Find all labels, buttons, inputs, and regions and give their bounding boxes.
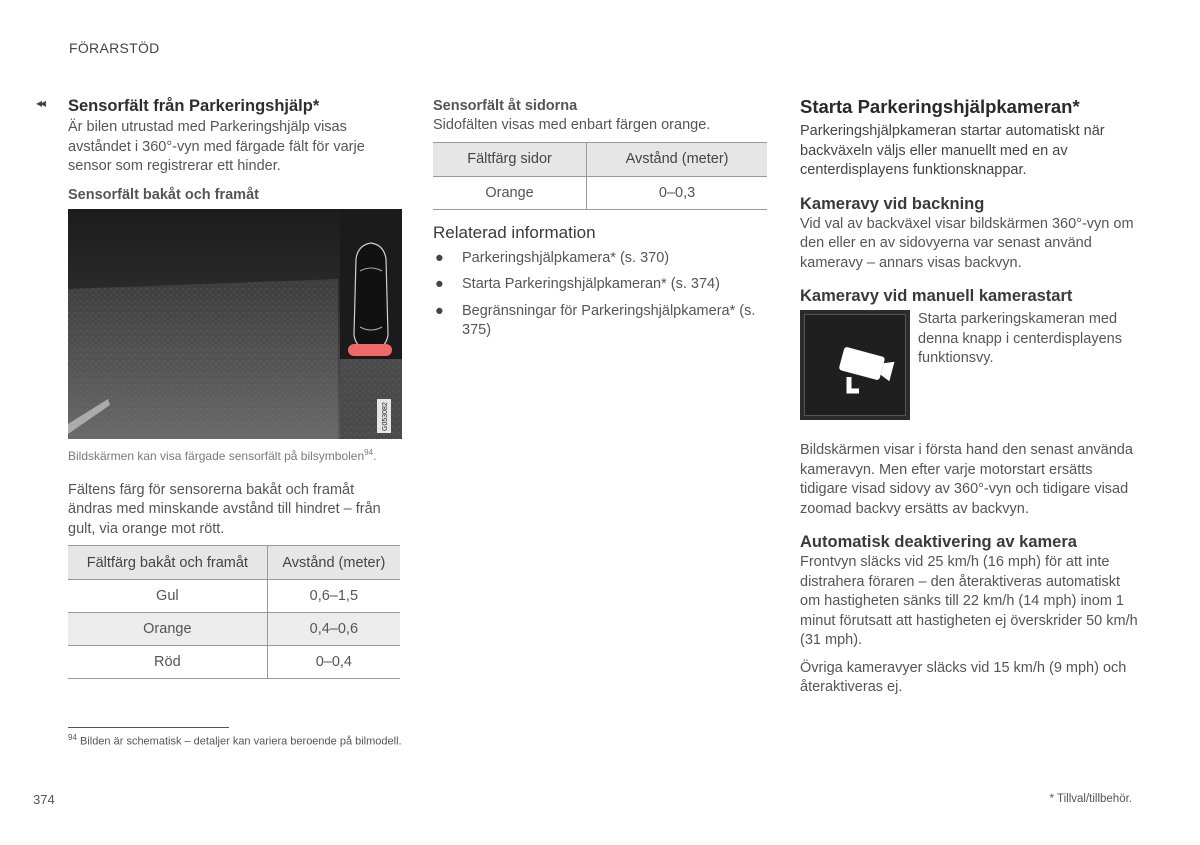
table-header-row: [433, 142, 767, 176]
related-link-start-camera[interactable]: [433, 275, 767, 295]
table-header-row: [68, 546, 400, 580]
footnote: [68, 733, 402, 748]
heading-manual-start: Kameravy vid manuell kamerastart: [800, 287, 1073, 305]
caption-footnote-ref: 94: [364, 447, 374, 457]
related-link-text[interactable]: Parkeringshjälpkamera* (s. 370): [462, 249, 670, 266]
start-camera-intro: Parkeringshjälpkameran startar automatiskt när backväxeln väljs eller manuellt med en av centerdisplayens funktionsknappar.: [800, 123, 1105, 178]
camera-icon: [805, 315, 905, 415]
table-header-distance: Avstånd (meter): [587, 142, 767, 176]
caption-text: Bildskärmen kan visa färgade sensorfält på bilsymbolen: [68, 448, 365, 463]
table-cell: 0–0,4: [267, 646, 400, 679]
color-change-text: Fältens färg för sensorerna bakåt och framåt ändras med minskande avstånd till hindret – från gult, via orange mot rött.: [68, 481, 381, 537]
camera-view-image: [68, 209, 402, 439]
table-header-color: Fältfärg bakåt och framåt: [68, 546, 267, 580]
table-cell: Orange: [68, 613, 267, 646]
image-caption: [68, 445, 400, 464]
table-row: [68, 580, 400, 613]
image-code: G053082: [382, 401, 389, 431]
caption-end: .: [373, 448, 377, 463]
accessory-note: * Tillval/tillbehör.: [1049, 793, 1132, 805]
table-row: [433, 176, 767, 209]
other-views-text: Övriga kameravyer släcks vid 15 km/h (9 mph) och återaktiveras ej.: [800, 659, 1127, 695]
footnote-text: Bilden är schematisk – detaljer kan variera beroende på bilmodell.: [79, 735, 402, 748]
intro-text: Är bilen utrustad med Parkeringshjälp visas avståndet i 360°-vyn med färgade fält för varje sensor som registrerar ett hinder.: [68, 119, 365, 174]
reverse-view-text: Vid val av backväxel visar bildskärmen 360°-vyn om den eller en av sidovyerna var senast använd kameravy – annars visas backvyn.: [800, 215, 1134, 271]
camera-memory-text: Bildskärmen visar i första hand den senast använda kameravyn. Men efter varje motorstart ersätts tidigare visad sidovy av 360°-vyn och tidigare visad zoomad backvy ersätts av backvyn.: [800, 442, 1133, 517]
heading-auto-deactivation: Automatisk deaktivering av kamera: [800, 533, 1077, 551]
auto-deactivation-text: Frontvyn släcks vid 25 km/h (16 mph) för att inte distrahera föraren – den återaktiveras automatiskt om hastigheten sänks till 22 km/h (14 mph) inom 1 minut förutsatt att hastigheten ej överskrider 50 km/h (31 mph).: [800, 554, 1138, 648]
camera-button-frame: [804, 314, 906, 416]
footnote-number: 94: [68, 733, 77, 742]
manual-start-text: Starta parkeringskameran med denna knapp i centerdisplayens funktionsvy.: [918, 311, 1122, 366]
heading-reverse-view: Kameravy vid backning: [800, 194, 985, 213]
related-link-text[interactable]: Begränsningar för Parkeringshjälpkamera* (s. 375): [462, 302, 756, 338]
table-cell: Orange: [433, 176, 587, 209]
footnote-divider: [68, 727, 229, 728]
heading-start-camera: Starta Parkeringshjälpkameran*: [800, 96, 1080, 117]
related-link-limitations[interactable]: [433, 302, 767, 341]
subheading-sides: Sensorfält åt sidorna: [433, 98, 578, 114]
related-link-text[interactable]: Starta Parkeringshjälpkameran* (s. 374): [462, 276, 720, 292]
bullet-icon: ●: [435, 276, 444, 292]
table-cell: 0,4–0,6: [267, 613, 400, 646]
camera-button-illustration: [800, 310, 910, 420]
table-rear-front: [68, 545, 400, 679]
sides-intro: Sidofälten visas med enbart färgen orange.: [433, 117, 711, 133]
camera-illustration: [68, 209, 402, 439]
column-middle: [433, 96, 767, 348]
table-header-color: Fältfärg sidor: [433, 142, 587, 176]
table-header-distance: Avstånd (meter): [267, 546, 400, 580]
table-row: [68, 646, 400, 679]
manual-start-block: [800, 310, 1140, 426]
table-cell: Röd: [68, 646, 267, 679]
page-number: 374: [33, 792, 55, 807]
back-arrows-icon[interactable]: ◂◂: [36, 96, 45, 110]
related-link-parking-camera[interactable]: [433, 249, 767, 269]
table-cell: Gul: [68, 580, 267, 613]
table-row: [68, 613, 400, 646]
bullet-icon: ●: [435, 249, 444, 266]
table-sides: [433, 142, 767, 210]
heading-sensor-fields: Sensorfält från Parkeringshjälp*: [68, 97, 320, 115]
table-cell: 0–0,3: [587, 176, 767, 209]
section-title: FÖRARSTÖD: [69, 40, 160, 56]
subheading-rear-front: Sensorfält bakåt och framåt: [68, 186, 259, 203]
column-right: [800, 96, 1140, 698]
column-left: [68, 96, 400, 679]
related-heading: Relaterad information: [433, 222, 596, 242]
bullet-icon: ●: [435, 302, 444, 319]
related-list: [433, 249, 767, 341]
table-cell: 0,6–1,5: [267, 580, 400, 613]
